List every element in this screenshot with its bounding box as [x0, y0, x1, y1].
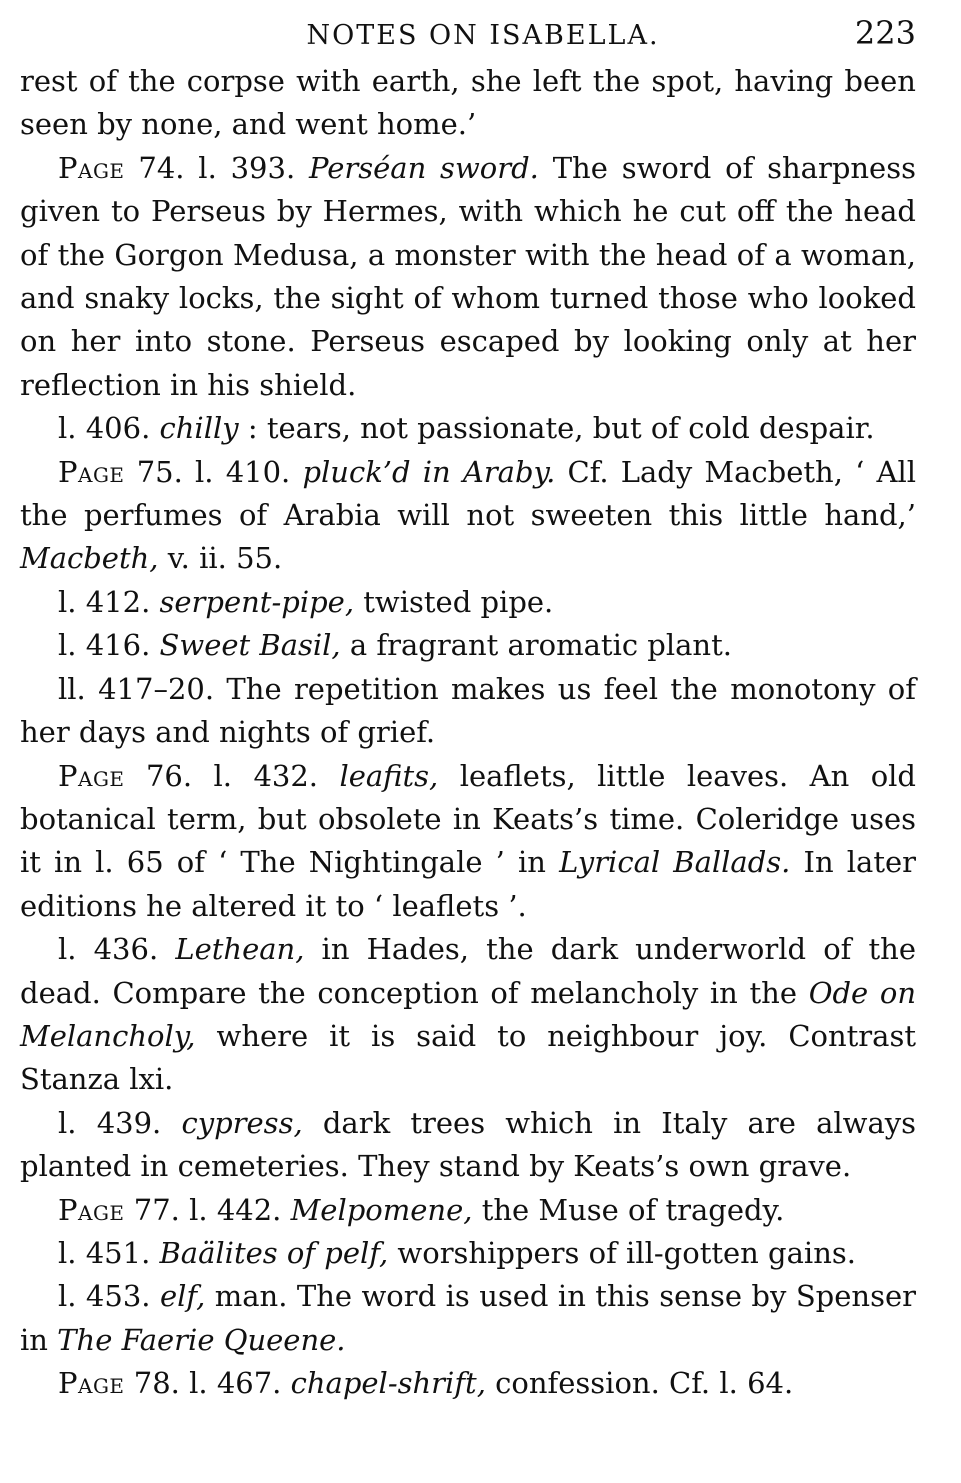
note-text: a fragrant aromatic plant.: [340, 628, 732, 663]
note-text: in Hades, the dark underworld of the dead. Compare the conception of melancholy in the: [20, 932, 916, 1010]
note-text: worshippers of ill-gotten gains.: [388, 1235, 856, 1270]
note-text: 78. l. 467.: [124, 1366, 291, 1401]
page-marker: Page: [58, 1366, 125, 1401]
note-text: : tears, not passionate, but of cold despair.: [238, 411, 875, 446]
note-text: l. 439.: [58, 1105, 182, 1140]
note-paragraph: [20, 1102, 916, 1189]
note-text: l. 453.: [58, 1279, 160, 1314]
note-text: 74. l. 393.: [124, 150, 309, 185]
note-term: Perséan sword.: [309, 150, 539, 185]
note-term: cypress,: [181, 1105, 303, 1140]
page-marker: Page: [58, 758, 125, 793]
page-number: 223: [854, 14, 916, 52]
note-paragraph: [20, 1232, 916, 1275]
note-paragraph: [20, 755, 916, 929]
note-text: dark trees which in Italy are always planted in cemeteries. They stand by Keats’s own grave.: [20, 1105, 917, 1184]
note-term: leafits,: [339, 758, 439, 793]
note-text: leaflets, little leaves. An old botanical term, but obsolete in Keats’s time. Coleridge uses it in l. 65 of ‘ The Nightingale ’ in: [20, 758, 916, 880]
note-text: In later editions he altered it to ‘ leaflets ’.: [20, 845, 916, 923]
note-term: pluck’d in Araby.: [302, 454, 556, 489]
note-paragraph: [20, 60, 916, 147]
running-title: NOTES ON ISABELLA.: [306, 20, 660, 51]
note-term: Macbeth,: [20, 541, 159, 576]
note-text: l. 451.: [58, 1235, 160, 1270]
note-paragraph: [20, 624, 916, 667]
note-paragraph: [20, 668, 916, 755]
note-term: Sweet Basil,: [159, 628, 341, 663]
note-text: man. The word is used in this sense by Spenser in: [20, 1279, 916, 1357]
note-text: The sword of sharpness given to Perseus by Hermes, with which he cut off the head of the Gorgon Medusa, a monster with the head of a woman, and snaky locks, the sight of whom turned those who looked on her into stone. Perseus escaped by looking only at her reflection in his shield.: [20, 150, 916, 402]
note-paragraph: [20, 147, 916, 407]
note-term: Lethean,: [175, 932, 305, 967]
page-marker: Page: [58, 150, 125, 185]
note-text: Cf. Lady Macbeth, ‘ All the perfumes of Arabia will not sweeten this little hand,’: [20, 454, 917, 533]
note-text: 76. l. 432.: [124, 758, 340, 793]
note-term: serpent-pipe,: [159, 584, 355, 619]
note-paragraph: [20, 581, 916, 624]
note-term: chapel-shrift,: [290, 1366, 486, 1401]
note-text: twisted pipe.: [354, 584, 554, 619]
note-paragraph: [20, 1275, 916, 1362]
note-paragraph: [20, 1189, 916, 1232]
note-text: where it is said to neighbour joy. Contrast Stanza lxi.: [20, 1018, 916, 1097]
note-term: Ode on Melancholy,: [20, 975, 916, 1053]
page-marker: Page: [58, 454, 125, 489]
note-paragraph: [20, 451, 916, 581]
note-text: v. ii. 55.: [158, 541, 283, 576]
note-text: ll. 417–20. The repetition makes us feel the monotony of her days and nights of grief.: [20, 671, 916, 750]
note-paragraph: [20, 1362, 916, 1405]
book-page: [20, 14, 916, 1406]
note-text: l. 406.: [58, 411, 160, 446]
running-head: [20, 14, 916, 60]
note-text: 75. l. 410.: [124, 454, 303, 489]
note-text: 77. l. 442.: [124, 1192, 291, 1227]
note-text: rest of the corpse with earth, she left the spot, having been seen by none, and went home.’: [20, 64, 916, 142]
note-text: confession. Cf. l. 64.: [485, 1366, 794, 1401]
note-term: Baälites of pelf,: [159, 1235, 389, 1270]
notes-body: [20, 60, 916, 1406]
note-text: l. 436.: [58, 932, 176, 967]
note-text: l. 416.: [58, 628, 160, 663]
note-term: elf,: [159, 1279, 206, 1314]
page-marker: Page: [58, 1192, 125, 1227]
note-term: The Faerie Queene.: [57, 1322, 346, 1357]
note-paragraph: [20, 928, 916, 1102]
note-term: Lyrical Ballads.: [559, 845, 791, 880]
note-term: chilly: [159, 411, 239, 446]
note-text: l. 412.: [58, 584, 160, 619]
note-text: the Muse of tragedy.: [472, 1192, 785, 1227]
note-paragraph: [20, 407, 916, 450]
note-term: Melpomene,: [290, 1192, 473, 1227]
